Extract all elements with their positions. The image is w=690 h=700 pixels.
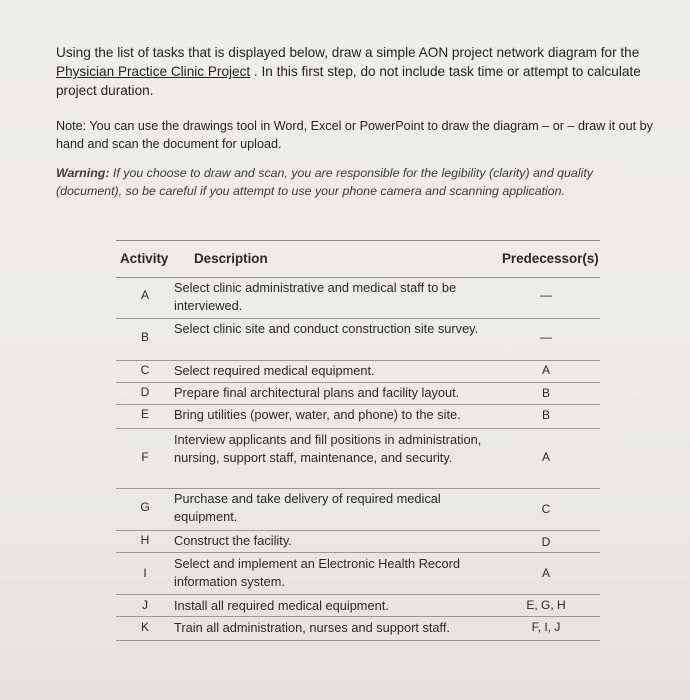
- header-predecessors: Predecessor(s): [502, 251, 599, 266]
- table-row: D Prepare final architectural plans and facility layout. B: [116, 382, 600, 405]
- table-header: [116, 240, 600, 278]
- header-activity: Activity: [120, 251, 169, 266]
- table-row: I Select and implement an Electronic Health Record information system. A: [116, 552, 600, 595]
- table-row: K Train all administration, nurses and support staff. F, I, J: [116, 616, 600, 641]
- table-row: E Bring utilities (power, water, and phone) to the site. B: [116, 404, 600, 429]
- physician-practice-link[interactable]: Physician Practice Clinic Project: [56, 64, 251, 79]
- warning-paragraph: Warning: If you choose to draw and scan, you are responsible for the legibility (clarity) and quality (document), so be careful if you attempt to use your phone camera and scanning application.: [56, 166, 593, 198]
- table-row: F Interview applicants and fill positions in administration, nursing, support staff, maintenance, and security. A: [116, 428, 600, 489]
- table-row: A Select clinic administrative and medical staff to be interviewed. —: [116, 276, 600, 319]
- note-paragraph: Note: You can use the drawings tool in Word, Excel or PowerPoint to draw the diagram – or – draw it out by hand and scan the document for upload.: [56, 119, 653, 151]
- table-row: B Select clinic site and conduct construction site survey. —: [116, 318, 600, 361]
- header-description: Description: [194, 251, 268, 266]
- table-row: C Select required medical equipment. A: [116, 360, 600, 383]
- table-row: G Purchase and take delivery of required medical equipment. C: [116, 488, 600, 531]
- table-row: J Install all required medical equipment. E, G, H: [116, 594, 600, 617]
- instructions-paragraph: Using the list of tasks that is displayed below, draw a simple AON project network diagram for the Physician Practice Clinic Project . In this first step, do not include task time or attempt to calculate project duration.: [56, 45, 641, 98]
- table-row: H Construct the facility. D: [116, 530, 600, 553]
